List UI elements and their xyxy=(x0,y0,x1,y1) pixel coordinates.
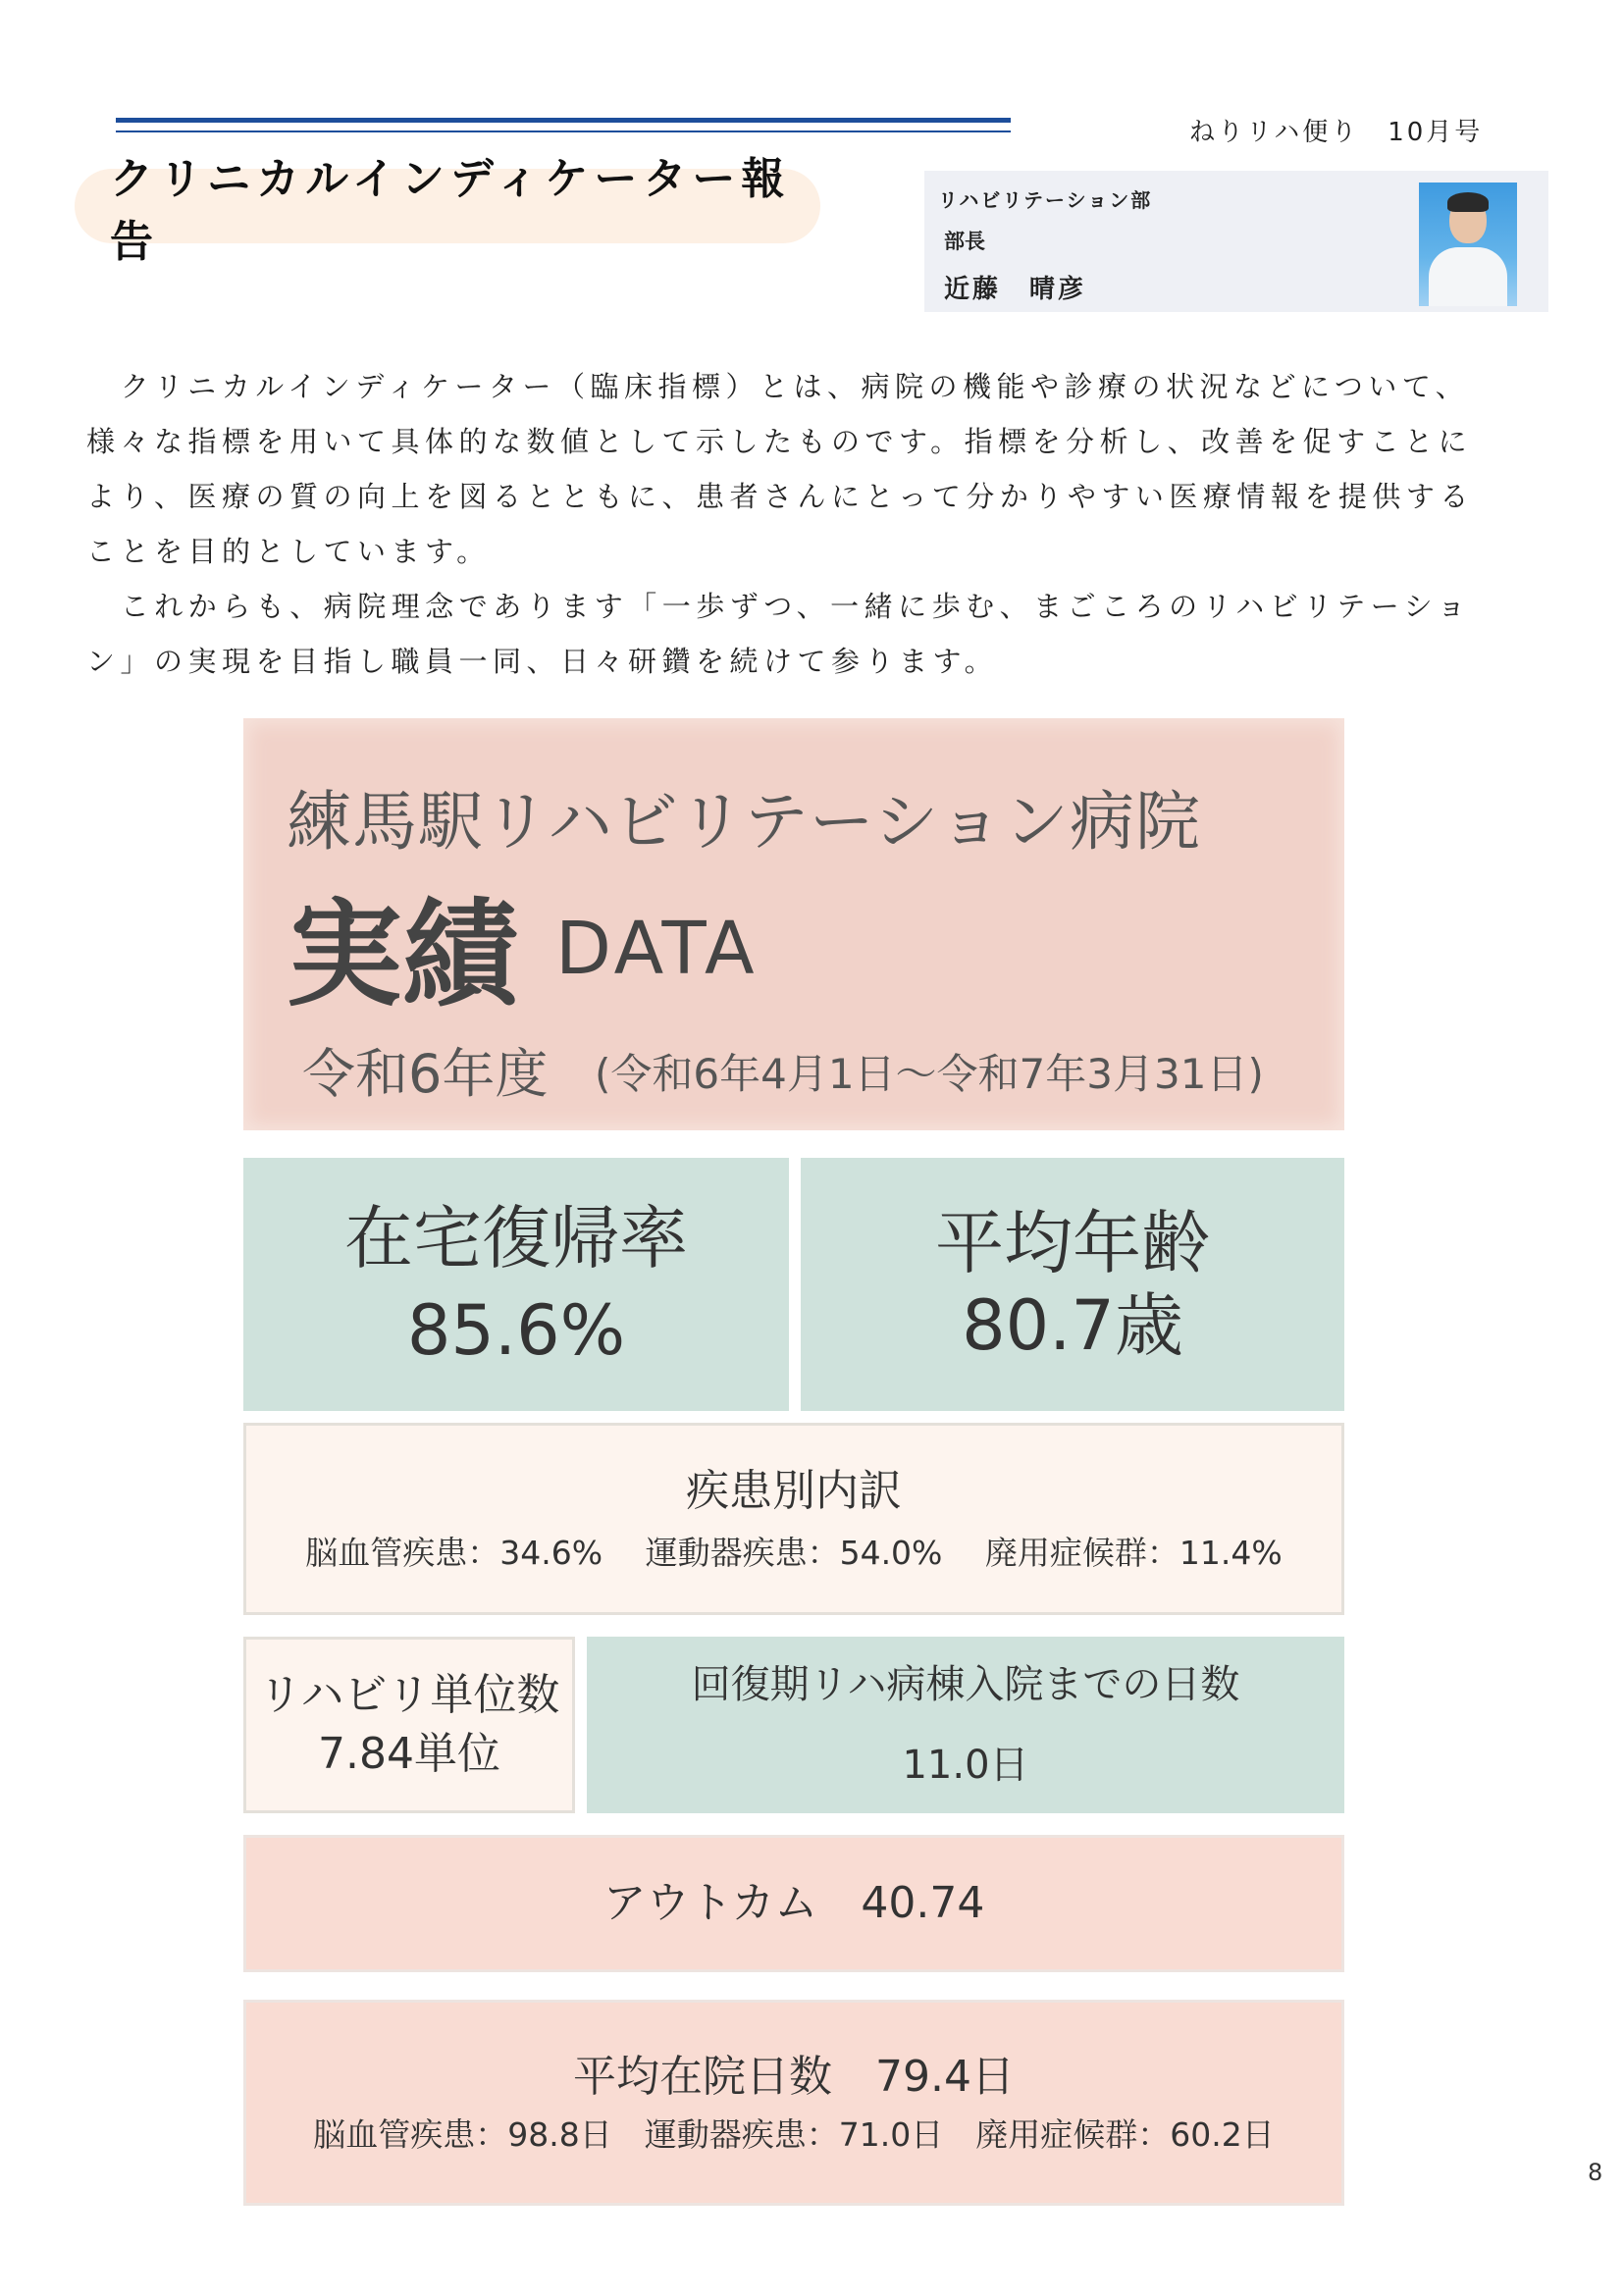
rehab-units-label: リハビリ単位数 xyxy=(258,1670,560,1720)
photo-body xyxy=(1429,247,1507,306)
days-to-admission-value: 11.0日 xyxy=(902,1743,1029,1788)
author-role: 部長 xyxy=(944,230,985,253)
intro-paragraph-2: これからも、病院理念であります「一歩ずつ、一緒に歩む、まごころのリハビリテーション」の実現を目指し職員一同、日々研鑽を続けて参ります。 xyxy=(86,590,1472,678)
header-rule-thick xyxy=(116,118,1011,123)
disease-label: 疾患別内訳 xyxy=(686,1466,902,1516)
jisseki-heading: 実績 xyxy=(287,887,519,1022)
avg-stay-card xyxy=(243,2000,1344,2206)
issue-label: ねりリハ便り 10月号 xyxy=(1189,118,1484,147)
hospital-name: 練馬駅リハビリテーション病院 xyxy=(287,784,1202,860)
avg-age-value: 80.7歳 xyxy=(962,1285,1183,1366)
rehab-units-value: 7.84単位 xyxy=(318,1729,500,1779)
author-box xyxy=(924,171,1548,312)
photo-hair xyxy=(1447,192,1489,212)
home-return-card xyxy=(243,1158,789,1411)
outcome-text: アウトカム 40.74 xyxy=(602,1878,985,1928)
page-number: 8 xyxy=(1588,2159,1603,2186)
avg-stay-label: 平均在院日数 79.4日 xyxy=(573,2052,1015,2102)
page-title: クリニカルインディケーター報告 xyxy=(75,169,820,243)
intro-paragraph-1: クリニカルインディケーター（臨床指標）とは、病院の機能や診療の状況などについて、様々な指標を用いて具体的な数値として示したものです。指標を分析し、改善を促すことにより、医療の質の向上を図るとともに、患者さんにとって分かりやすい医療情報を提供することを目的としています。 xyxy=(86,370,1474,568)
avg-age-card xyxy=(801,1158,1344,1411)
avg-stay-breakdown: 脳血管疾患：98.8日 運動器疾患：71.0日 廃用症候群：60.2日 xyxy=(313,2115,1275,2154)
days-to-admission-label: 回復期リハ病棟入院までの日数 xyxy=(691,1662,1240,1707)
header-rule-thin xyxy=(116,130,1011,132)
home-return-value: 85.6% xyxy=(406,1290,626,1371)
data-heading: DATA xyxy=(555,907,759,991)
outcome-card xyxy=(243,1835,1344,1972)
days-to-admission-card xyxy=(587,1637,1344,1813)
disease-breakdown-card xyxy=(243,1423,1344,1615)
fiscal-year: 令和6年度 xyxy=(302,1043,549,1105)
author-photo xyxy=(1419,183,1517,306)
results-infographic xyxy=(243,718,1344,2210)
avg-age-label: 平均年齢 xyxy=(935,1203,1210,1283)
author-name: 近藤 晴彦 xyxy=(944,275,1087,304)
disease-breakdown: 脳血管疾患：34.6% 運動器疾患：54.0% 廃用症候群：11.4% xyxy=(305,1534,1283,1572)
period-range: (令和6年4月1日～令和7年3月31日) xyxy=(595,1050,1264,1098)
results-banner xyxy=(243,718,1344,1130)
rehab-units-card xyxy=(243,1637,575,1813)
intro-text xyxy=(86,359,1499,689)
home-return-label: 在宅復帰率 xyxy=(344,1198,688,1278)
author-department: リハビリテーション部 xyxy=(938,188,1153,212)
